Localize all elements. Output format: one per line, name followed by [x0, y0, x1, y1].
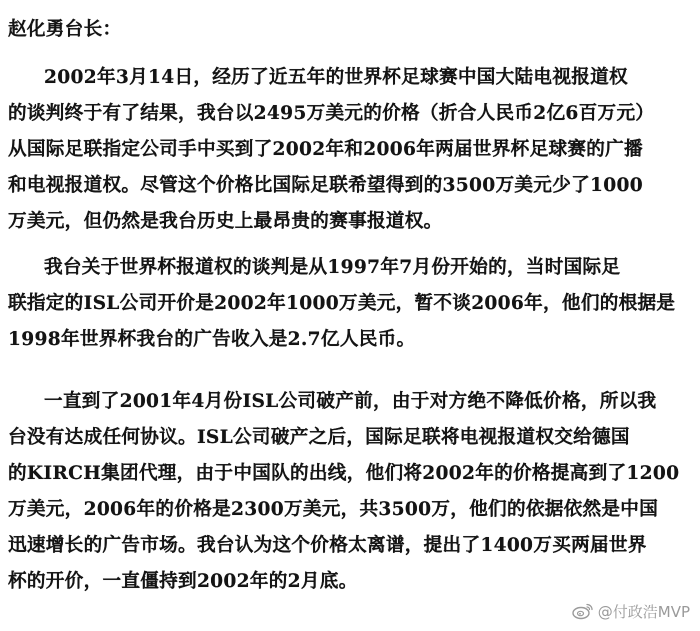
letter-line: 从国际足联指定公司手中买到了2002年和2006年两届世界杯足球赛的广播: [8, 139, 643, 160]
letter-line: 的KIRCH集团代理，由于中国队的出线，他们将2002年的价格提高到了1200: [8, 463, 680, 484]
letter-salutation: 赵化勇台长：: [8, 19, 122, 40]
letter-line: 和电视报道权。尽管这个价格比国际足联希望得到的3500万美元少了1000: [8, 175, 643, 196]
letter-line: 万美元，2006年的价格是2300万美元，共3500万，他们的依据依然是中国: [8, 499, 659, 520]
letter-line: 万美元，但仍然是我台历史上最昂贵的赛事报道权。: [8, 211, 443, 232]
watermark: [572, 599, 690, 623]
letter-line: 1998年世界杯我台的广告收入是2.7亿人民币。: [8, 329, 416, 350]
letter-line: 联指定的ISL公司开价是2002年1000万美元，暂不谈2006年，他们的根据是: [8, 293, 676, 314]
letter-line: 2002年3月14日，经历了近五年的世界杯足球赛中国大陆电视报道权: [44, 67, 628, 88]
letter-line: 台没有达成任何协议。ISL公司破产之后，国际足联将电视报道权交给德国: [8, 427, 630, 448]
letter-line: 迅速增长的广告市场。我台认为这个价格太离谱，提出了1400万买两届世界: [8, 535, 647, 556]
letter-line: 一直到了2001年4月份ISL公司破产前，由于对方绝不降低价格，所以我: [44, 391, 657, 412]
letter-line: 我台关于世界杯报道权的谈判是从1997年7月份开始的，当时国际足: [44, 257, 621, 278]
letter-line: 杯的开价，一直僵持到2002年的2月底。: [8, 571, 358, 592]
weibo-icon: [572, 602, 594, 620]
watermark-text: @付政浩MVP: [597, 602, 690, 621]
letter-line: 的谈判终于有了结果，我台以2495万美元的价格（折合人民币2亿6百万元）: [8, 103, 655, 124]
